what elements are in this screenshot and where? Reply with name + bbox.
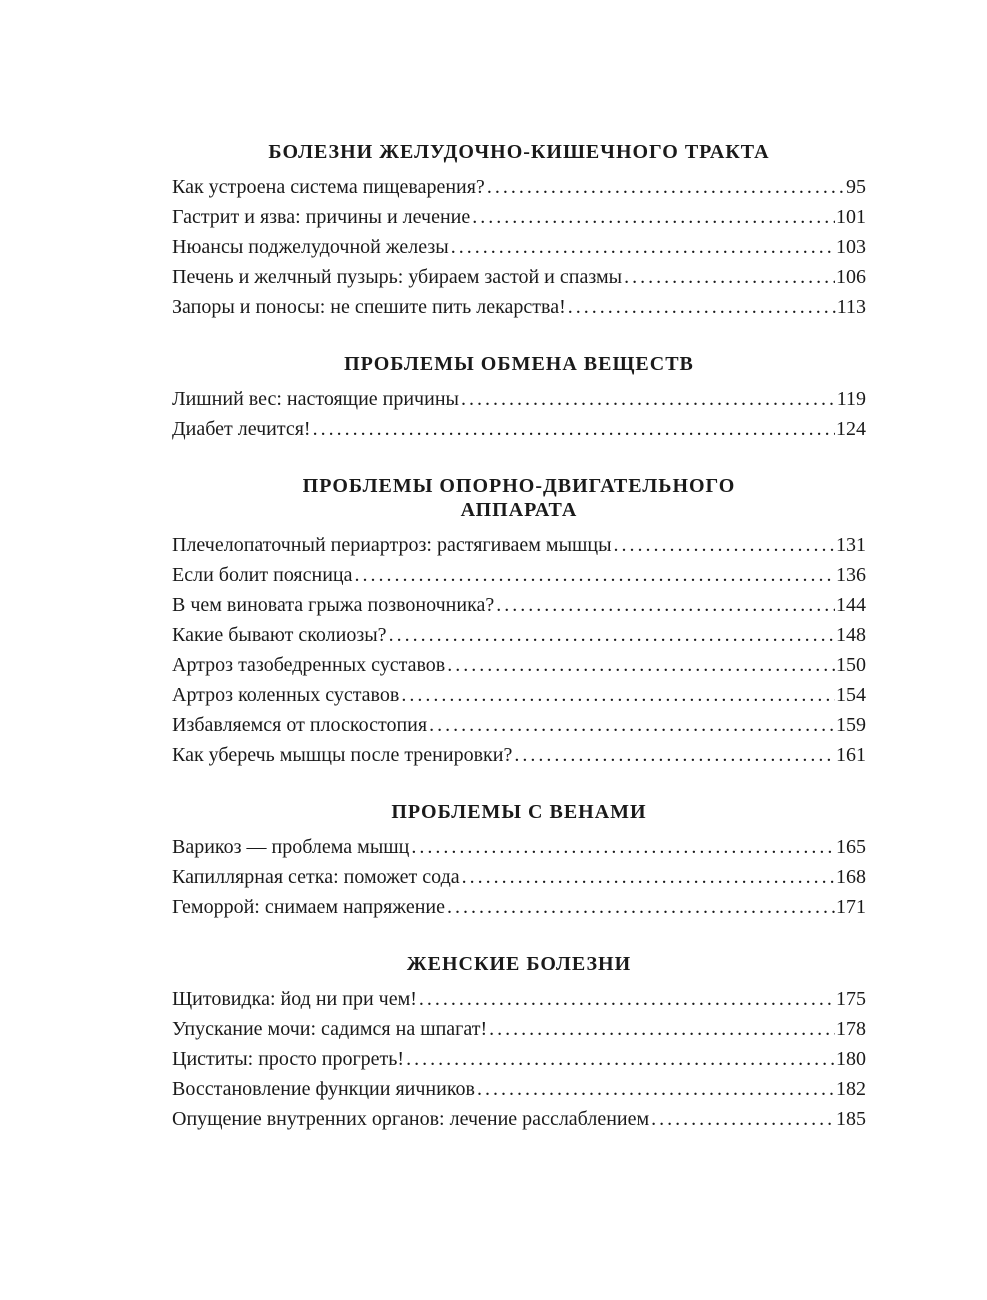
dot-leader xyxy=(411,832,835,862)
page-number: 159 xyxy=(836,714,866,736)
table-of-contents xyxy=(172,140,866,1164)
section-title xyxy=(172,800,866,824)
page-number: 144 xyxy=(836,594,866,616)
entry-title: Циститы: просто прогреть! xyxy=(172,1048,405,1070)
toc-entry[interactable] xyxy=(172,680,866,710)
dot-leader xyxy=(401,680,835,710)
toc-section-veins xyxy=(172,800,866,922)
section-title-line: АППАРАТА xyxy=(460,499,578,521)
section-title-line: ПРОБЛЕМЫ ОПОРНО-ДВИГАТЕЛЬНОГО xyxy=(302,475,736,497)
dot-leader xyxy=(489,1014,835,1044)
page-number: 136 xyxy=(836,564,866,586)
page-number: 101 xyxy=(836,206,866,228)
toc-entry[interactable] xyxy=(172,172,866,202)
dot-leader xyxy=(406,1044,835,1074)
dot-leader xyxy=(389,620,835,650)
page-number: 180 xyxy=(836,1048,866,1070)
toc-entry[interactable] xyxy=(172,740,866,770)
entry-title: Диабет лечится! xyxy=(172,418,311,440)
toc-entry[interactable] xyxy=(172,650,866,680)
entry-title: Гастрит и язва: причины и лечение xyxy=(172,206,471,228)
page-number: 131 xyxy=(836,534,866,556)
entry-title: Лишний вес: настоящие причины xyxy=(172,388,459,410)
entry-title: Щитовидка: йод ни при чем! xyxy=(172,988,417,1010)
dot-leader xyxy=(447,892,835,922)
page-number: 185 xyxy=(836,1108,866,1130)
page-number: 182 xyxy=(836,1078,866,1100)
entry-title: Печень и желчный пузырь: убираем застой и спазмы xyxy=(172,266,623,288)
entry-title: Запоры и поносы: не спешите пить лекарства! xyxy=(172,296,566,318)
toc-entry[interactable] xyxy=(172,1074,866,1104)
toc-entry[interactable] xyxy=(172,560,866,590)
page-number: 154 xyxy=(836,684,866,706)
entry-title: Избавляемся от плоскостопия xyxy=(172,714,428,736)
entry-title: Какие бывают сколиозы? xyxy=(172,624,387,646)
page-number: 171 xyxy=(836,896,866,918)
page-number: 103 xyxy=(836,236,866,258)
dot-leader xyxy=(462,862,835,892)
toc-entry[interactable] xyxy=(172,202,866,232)
toc-entry[interactable] xyxy=(172,1014,866,1044)
section-title-line: ПРОБЛЕМЫ ОБМЕНА ВЕЩЕСТВ xyxy=(344,353,694,375)
toc-section-musculoskeletal xyxy=(172,474,866,770)
entry-title: Геморрой: снимаем напряжение xyxy=(172,896,445,918)
page-number: 119 xyxy=(836,388,866,410)
toc-entry[interactable] xyxy=(172,620,866,650)
page-number: 168 xyxy=(836,866,866,888)
entry-title: Плечелопаточный периартроз: растягиваем мышцы xyxy=(172,534,612,556)
toc-entry[interactable] xyxy=(172,892,866,922)
dot-leader xyxy=(419,984,835,1014)
entry-title: Как уберечь мышцы после тренировки? xyxy=(172,744,513,766)
page-number: 124 xyxy=(836,418,866,440)
section-title xyxy=(172,952,866,976)
dot-leader xyxy=(447,650,835,680)
toc-section-digestive xyxy=(172,140,866,322)
entry-title: Варикоз — проблема мышц xyxy=(172,836,410,858)
toc-entry[interactable] xyxy=(172,1104,866,1134)
entry-title: Капиллярная сетка: поможет сода xyxy=(172,866,460,888)
toc-entry[interactable] xyxy=(172,862,866,892)
dot-leader xyxy=(477,1074,835,1104)
entry-title: Если болит поясница xyxy=(172,564,353,586)
toc-entry[interactable] xyxy=(172,832,866,862)
section-title-line: ПРОБЛЕМЫ С ВЕНАМИ xyxy=(391,801,647,823)
section-title xyxy=(172,352,866,376)
dot-leader xyxy=(472,202,835,232)
section-title-line: ЖЕНСКИЕ БОЛЕЗНИ xyxy=(406,953,632,975)
toc-entry[interactable] xyxy=(172,232,866,262)
dot-leader xyxy=(614,530,835,560)
entry-title: В чем виновата грыжа позвоночника? xyxy=(172,594,495,616)
toc-entry[interactable] xyxy=(172,292,866,322)
page-number: 150 xyxy=(836,654,866,676)
dot-leader xyxy=(496,590,835,620)
dot-leader xyxy=(451,232,835,262)
toc-section-metabolism xyxy=(172,352,866,444)
dot-leader xyxy=(355,560,836,590)
section-title xyxy=(172,140,866,164)
toc-entry[interactable] xyxy=(172,590,866,620)
toc-section-womens-diseases xyxy=(172,952,866,1134)
dot-leader xyxy=(568,292,836,322)
section-title xyxy=(172,474,866,522)
page-number: 148 xyxy=(836,624,866,646)
entry-title: Как устроена система пищеварения? xyxy=(172,176,485,198)
entry-title: Упускание мочи: садимся на шпагат! xyxy=(172,1018,488,1040)
entry-title: Артроз коленных суставов xyxy=(172,684,400,706)
toc-entry[interactable] xyxy=(172,414,866,444)
page-number: 175 xyxy=(836,988,866,1010)
page-number: 106 xyxy=(836,266,866,288)
section-title-line: БОЛЕЗНИ ЖЕЛУДОЧНО-КИШЕЧНОГО ТРАКТА xyxy=(268,141,770,163)
entry-title: Опущение внутренних органов: лечение расслаблением xyxy=(172,1108,650,1130)
dot-leader xyxy=(487,172,845,202)
toc-entry[interactable] xyxy=(172,530,866,560)
toc-entry[interactable] xyxy=(172,710,866,740)
toc-entry[interactable] xyxy=(172,984,866,1014)
entry-title: Восстановление функции яичников xyxy=(172,1078,475,1100)
dot-leader xyxy=(461,384,836,414)
page-number: 113 xyxy=(836,296,866,318)
page-number: 165 xyxy=(836,836,866,858)
toc-entry[interactable] xyxy=(172,262,866,292)
dot-leader xyxy=(624,262,835,292)
dot-leader xyxy=(313,414,835,444)
dot-leader xyxy=(514,740,835,770)
toc-entry[interactable] xyxy=(172,1044,866,1074)
page-number: 161 xyxy=(836,744,866,766)
entry-title: Артроз тазобедренных суставов xyxy=(172,654,446,676)
dot-leader xyxy=(429,710,835,740)
page-number: 95 xyxy=(846,176,866,198)
entry-title: Нюансы поджелудочной железы xyxy=(172,236,449,258)
dot-leader xyxy=(651,1104,835,1134)
toc-entry[interactable] xyxy=(172,384,866,414)
page-number: 178 xyxy=(836,1018,866,1040)
